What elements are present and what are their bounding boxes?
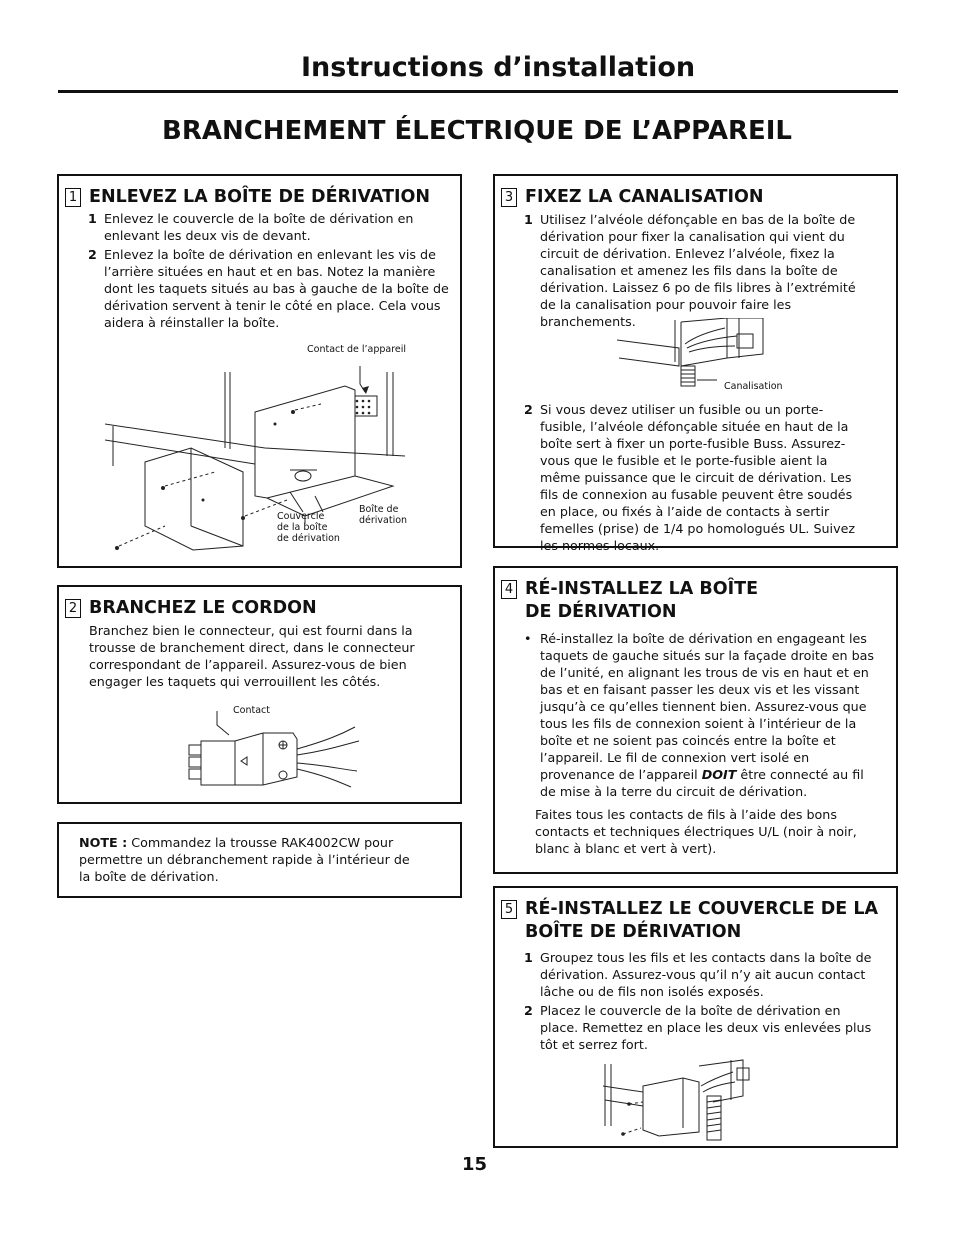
step3-title: FIXEZ LA CANALISATION	[525, 187, 764, 207]
item-number: 1	[524, 212, 533, 227]
item-number: 1	[524, 950, 533, 965]
list-item	[524, 211, 864, 330]
step5-title: RÉ-INSTALLEZ LE COUVERCLE DE LA BOÎTE DE DÉRIVATION	[525, 899, 879, 942]
step3-list-1	[524, 211, 864, 332]
list-item	[524, 1002, 874, 1053]
step2-panel	[57, 585, 462, 804]
item-number: 2	[88, 247, 97, 262]
step1-number: 1	[65, 188, 81, 207]
note-label: NOTE :	[79, 835, 128, 850]
header-title: Instructions d’installation	[301, 52, 696, 83]
item-number: 1	[88, 211, 97, 226]
list-item	[88, 246, 450, 331]
note-text	[79, 834, 419, 885]
step2-title: BRANCHEZ LE CORDON	[89, 598, 317, 618]
connector-illustration	[185, 705, 365, 791]
step4-panel	[493, 566, 898, 874]
section-title: BRANCHEMENT ÉLECTRIQUE DE L’APPAREIL	[162, 116, 792, 146]
step5-number: 5	[501, 900, 517, 919]
item-text-emphasis: DOIT	[701, 767, 737, 782]
item-text: Utilisez l’alvéole défonçable en bas de la boîte de dérivation pour fixer la canalisation qui vient du circuit de dérivation. Enlevez l’alvéole, fixez la canalisation et amenez les fils dans la boîte de dérivation. Laissez 6 po de fils libres à l’extrémité de la canalisation pour pouvoir faire les branchements.	[540, 212, 856, 329]
item-text: Enlevez le couvercle de la boîte de dérivation en enlevant les deux vis de devant.	[104, 211, 414, 243]
step3-list-2	[524, 401, 869, 556]
bullet: •	[524, 631, 532, 646]
note-body: Commandez la trousse RAK4002CW pour permettre un débranchement rapide à l’intérieur de la boîte de dérivation.	[79, 835, 410, 884]
step3-number: 3	[501, 188, 517, 207]
step2-text: Branchez bien le connecteur, qui est fourni dans la trousse de branchement direct, dans le connecteur correspondant de l’appareil. Assurez-vous de bien engager les taquets qui verrouillent les côtés.	[89, 623, 415, 689]
step1-title: ENLEVEZ LA BOÎTE DE DÉRIVATION	[89, 187, 431, 207]
item-number: 2	[524, 402, 533, 417]
item-text: Enlevez la boîte de dérivation en enlevant les vis de l’arrière situées en haut et en bas. Notez la manière dont les taquets situés au bas à gauche de la boîte de dérivation servent à tenir le côté en place. Cela vous aidera à réinstaller la boîte.	[104, 247, 449, 330]
step1-panel	[57, 174, 462, 568]
label-conduit: Canalisation	[724, 381, 783, 392]
item-text: Si vous devez utiliser un fusible ou un porte-fusible, l’alvéole défonçable située en haut de la boîte sert à fixer un porte-fusible Buss. Assurez-vous que le fusible et le porte-fusible aient la même puissance que le circuit de dérivation. Les fils de connexion au fusable peuvent être soudés en place, ou fixés à l’aide de contacts à sertir femelles (prise) de 1/4 po homologués UL. Suivez les normes locaux.	[540, 402, 856, 553]
page-number: 15	[462, 1154, 488, 1175]
label-contact: Contact	[233, 705, 270, 716]
list-item	[524, 630, 880, 800]
step4-list	[524, 630, 880, 802]
step2-number: 2	[65, 599, 81, 618]
item-text: Groupez tous les fils et les contacts dans la boîte de dérivation. Assurez-vous qu’il n’y ait aucun contact lâche ou de fils non isolés exposés.	[540, 950, 872, 999]
item-number: 2	[524, 1003, 533, 1018]
step4-title: RÉ-INSTALLEZ LA BOÎTE DE DÉRIVATION	[525, 579, 759, 622]
list-item	[88, 210, 450, 244]
item-text-before: Ré-installez la boîte de dérivation en engageant les taquets de gauche situés sur la façade droite en bas de l’unité, en alignant les trous de vis en haut et en bas et en faisant passer les deux vis et les vissant jusqu’à ce qu’elles tiennent bien. Assurez-vous que tous les fils de connexion soient à l’intérieur de la boîte et ne soient pas coincés entre la boîte et l’appareil. Le fil de connexion vert isolé en provenance de l’appareil	[540, 631, 875, 782]
cover-reinstall-illustration	[603, 1056, 773, 1142]
label-junction-box-cover: Couvercle de la boîte de dérivation	[277, 511, 340, 544]
step3-panel	[493, 174, 898, 553]
label-appliance-contact: Contact de l’appareil	[307, 344, 407, 355]
step5-list	[524, 949, 874, 1055]
step4-text2: Faites tous les contacts de fils à l’aide des bons contacts et techniques électriques U/L (noir à noir, blanc à blanc et vert à vert).	[535, 807, 857, 856]
label-junction-box: Boîte de dérivation	[359, 504, 408, 526]
step5-panel	[493, 886, 898, 1148]
junction-box-removal-illustration	[105, 366, 408, 556]
item-text-after: être connecté au fil de mise à la terre du circuit de dérivation.	[540, 767, 864, 799]
page-header	[58, 50, 898, 93]
item-text: Placez le couvercle de la boîte de dérivation en place. Remettez en place les deux vis enlevées plus tôt et serrez fort.	[540, 1003, 872, 1052]
step1-list	[88, 210, 450, 333]
note-panel	[57, 822, 462, 898]
list-item	[524, 401, 869, 554]
list-item	[524, 949, 874, 1000]
step4-number: 4	[501, 580, 517, 599]
